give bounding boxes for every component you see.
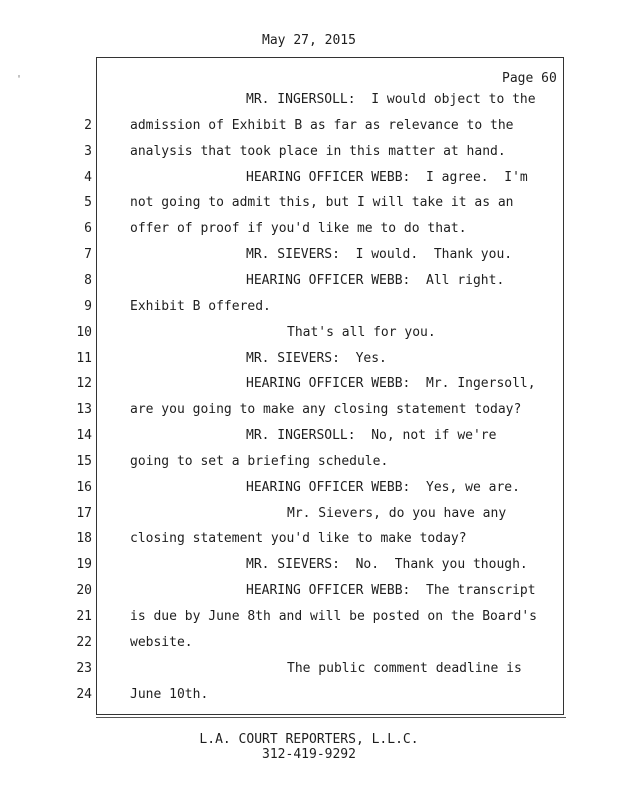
transcript-line	[0, 454, 618, 474]
transcript-line	[0, 144, 618, 164]
transcript-line	[0, 92, 618, 112]
scan-mark: '	[16, 74, 23, 85]
line-number: 23	[76, 660, 92, 676]
transcript-line	[0, 661, 618, 681]
line-text: MR. SIEVERS: No. Thank you though.	[246, 557, 528, 573]
line-number: 24	[76, 686, 92, 702]
line-text: MR. SIEVERS: Yes.	[246, 350, 387, 366]
transcript-line	[0, 376, 618, 396]
transcript-line	[0, 299, 618, 319]
line-text: closing statement you'd like to make today?	[130, 531, 467, 547]
transcript-line	[0, 428, 618, 448]
line-number: 9	[84, 298, 92, 314]
line-text: Mr. Sievers, do you have any	[287, 505, 507, 521]
line-text: June 10th.	[130, 686, 209, 702]
transcript-line	[0, 195, 618, 215]
line-number: 2	[84, 117, 92, 133]
line-text: HEARING OFFICER WEBB: All right.	[246, 272, 505, 288]
transcript-line	[0, 635, 618, 655]
line-text: That's all for you.	[287, 324, 436, 340]
line-number: 12	[76, 376, 92, 392]
line-text: HEARING OFFICER WEBB: Mr. Ingersoll,	[246, 376, 536, 392]
line-number: 20	[76, 583, 92, 599]
line-number: 15	[76, 453, 92, 469]
line-text: offer of proof if you'd like me to do that.	[130, 221, 467, 237]
line-text: HEARING OFFICER WEBB: The transcript	[246, 583, 536, 599]
line-text: MR. SIEVERS: I would. Thank you.	[246, 247, 513, 263]
line-number: 10	[76, 324, 92, 340]
court-reporter-phone: 312-419-9292	[262, 747, 356, 762]
transcript-line	[0, 609, 618, 629]
line-number: 5	[84, 195, 92, 211]
line-text: not going to admit this, but I will take it as an	[130, 195, 514, 211]
transcript-line	[0, 506, 618, 526]
line-text: admission of Exhibit B as far as relevance to the	[130, 117, 514, 133]
transcript-line	[0, 221, 618, 241]
line-text: HEARING OFFICER WEBB: I agree. I'm	[246, 169, 528, 185]
transcript-line	[0, 118, 618, 138]
line-number: 17	[76, 505, 92, 521]
transcript-line	[0, 247, 618, 267]
line-text: Exhibit B offered.	[130, 298, 271, 314]
transcript-line	[0, 531, 618, 551]
line-number: 7	[84, 247, 92, 263]
transcript-line	[0, 687, 618, 707]
line-number: 18	[76, 531, 92, 547]
transcript-line	[0, 325, 618, 345]
line-text: going to set a briefing schedule.	[130, 453, 389, 469]
line-number: 16	[76, 479, 92, 495]
transcript-line	[0, 557, 618, 577]
transcript-line	[0, 351, 618, 371]
line-number: 3	[84, 143, 92, 159]
line-text: HEARING OFFICER WEBB: Yes, we are.	[246, 479, 520, 495]
transcript-line	[0, 273, 618, 293]
line-number: 13	[76, 402, 92, 418]
line-number: 19	[76, 557, 92, 573]
page-number: Page 60	[502, 71, 557, 86]
transcript-line	[0, 402, 618, 422]
transcript-line	[0, 170, 618, 190]
line-number: 21	[76, 609, 92, 624]
line-text: The public comment deadline is	[287, 660, 522, 676]
line-number: 14	[76, 428, 92, 444]
line-text: analysis that took place in this matter at hand.	[130, 143, 506, 159]
line-number: 6	[84, 221, 92, 237]
line-number: 11	[76, 350, 92, 366]
line-number: 22	[76, 634, 92, 650]
transcript-line	[0, 583, 618, 603]
line-text: MR. INGERSOLL: No, not if we're	[246, 428, 497, 444]
transcript-date: May 27, 2015	[262, 33, 356, 48]
court-reporter-name: L.A. COURT REPORTERS, L.L.C.	[199, 732, 419, 747]
line-text: MR. INGERSOLL: I would object to the	[246, 92, 536, 107]
frame-bottom-rule	[96, 717, 566, 721]
line-number: 8	[84, 272, 92, 288]
line-text: website.	[130, 634, 193, 650]
line-text: are you going to make any closing statement today?	[130, 402, 522, 418]
line-text: is due by June 8th and will be posted on the Board's	[130, 609, 537, 624]
transcript-line	[0, 480, 618, 500]
line-number: 4	[84, 169, 92, 185]
